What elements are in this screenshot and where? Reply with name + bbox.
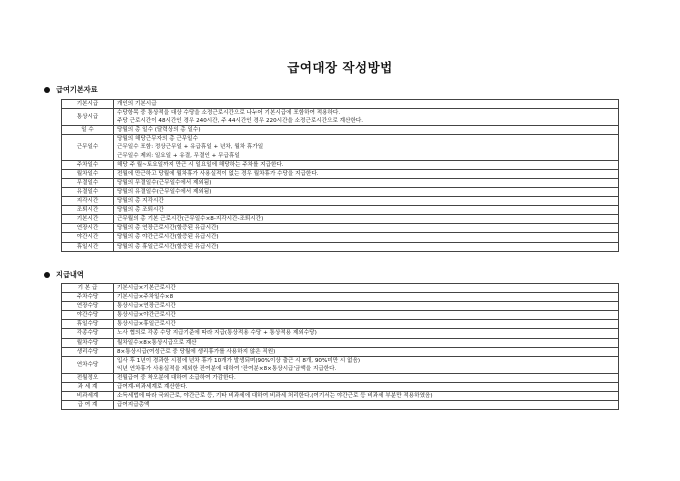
description-line: 8×통상시급(여성근로 중 당월에 생리휴가를 사용하지 않은 직원): [117, 348, 276, 355]
row-label: 통상시급: [62, 109, 114, 126]
row-label: 야간수당: [62, 311, 114, 320]
row-description: [114, 373, 619, 382]
table-row: [62, 224, 619, 233]
table-row: [62, 329, 619, 338]
row-description: [114, 392, 619, 401]
row-label: 연장수당: [62, 302, 114, 311]
row-label: 무결일수: [62, 178, 114, 187]
row-label: 주차수당: [62, 293, 114, 302]
table-row: [62, 135, 619, 160]
row-description: [114, 320, 619, 329]
row-label: 야간시간: [62, 233, 114, 242]
row-description: [114, 197, 619, 206]
table-row: [62, 383, 619, 392]
description-line: 당월의 총 조퇴시간: [117, 207, 164, 214]
row-description: [114, 135, 619, 160]
description-line: 당월의 유결일수(근무일수에서 제외됨): [117, 188, 212, 195]
description-line: 노사 협의로 각종 수당 지급기준에 따라 지급(통상적용 수당 + 통상적용 제외수당): [117, 330, 317, 337]
description-line: 당월의 해당근무자의 총 근무일수: [117, 136, 198, 143]
row-description: [114, 178, 619, 187]
row-label: 근무일수: [62, 135, 114, 160]
table-row: [62, 401, 619, 410]
row-description: [114, 284, 619, 293]
row-label: 일 수: [62, 126, 114, 135]
row-label: 월차일수: [62, 169, 114, 178]
row-label: 각종수당: [62, 329, 114, 338]
table-row: [62, 284, 619, 293]
description-line: 당월의 무결일수(근무일수에서 제외됨): [117, 179, 212, 186]
row-description: [114, 160, 619, 169]
description-line: 급여지급총액: [117, 402, 150, 409]
table-row: [62, 347, 619, 356]
bullet-icon: [44, 87, 50, 93]
description-line: 기본시급×기본근로시간: [117, 285, 176, 291]
table-row: [62, 392, 619, 401]
row-description: [114, 169, 619, 178]
row-label: 기 본 급: [62, 284, 114, 293]
table-row: [62, 293, 619, 302]
row-label: 기본시급: [62, 100, 114, 109]
description-line: 당월의 총 야간근로시간(할증된 유급시간): [117, 234, 219, 241]
description-line: 해당 주 월~토요일까지 만근 시 일요일에 해당하는 주차를 지급한다.: [117, 161, 284, 168]
row-description: [114, 401, 619, 410]
table-row: [62, 302, 619, 311]
description-line: 당월의 총 일수 (달력상의 총 일수): [117, 127, 201, 134]
row-description: [114, 329, 619, 338]
table-row: [62, 206, 619, 215]
description-line: 월차일수×8×통상시급으로 계산: [117, 339, 197, 346]
table-row: [62, 242, 619, 251]
table-row: [62, 178, 619, 187]
description-line: 근무월의 총 기본 근로시간(근무일수×8-지각시간-조퇴시간): [117, 216, 264, 223]
description-line: 당월의 총 휴일근로시간(할증된 유급시간): [117, 243, 219, 250]
row-label: 조퇴시간: [62, 206, 114, 215]
row-label: 비과세계: [62, 392, 114, 401]
description-line: 통상시급×휴일근로시간: [117, 321, 176, 328]
row-description: [114, 302, 619, 311]
description-line: 당월의 총 연장근로시간(할증된 유급시간): [117, 225, 219, 232]
row-description: [114, 215, 619, 224]
row-label: 연장시간: [62, 224, 114, 233]
row-description: [114, 347, 619, 356]
description-line: 개인의 기본시급: [117, 101, 157, 107]
description-line: 수당항목 중 통상적을 대상 수당을 소정근로시간으로 나누어 기본시급에 포함하여 적용하다.: [117, 110, 341, 117]
payment-table: [61, 283, 619, 410]
row-description: [114, 109, 619, 126]
row-description: [114, 242, 619, 251]
row-label: 생리수당: [62, 347, 114, 356]
description-line: 전월급여 중 착오분에 대하여 소급하여 가감한다.: [117, 374, 236, 381]
row-description: [114, 233, 619, 242]
row-description: [114, 206, 619, 215]
description-line: 소득세법에 따라 국외근로, 야간근로 등, 기타 비과세에 대하여 비과세 처리한다.(여기서는 야간근로 등 비과세 부분만 적용하였음): [117, 393, 433, 400]
row-label: 연차수당: [62, 356, 114, 373]
row-description: [114, 356, 619, 373]
row-label: 기본시간: [62, 215, 114, 224]
row-description: [114, 224, 619, 233]
row-label: 과 세 계: [62, 383, 114, 392]
table-row: [62, 373, 619, 382]
row-description: [114, 338, 619, 347]
description-line: 통상시급×연장근로시간: [117, 303, 176, 310]
table-row: [62, 109, 619, 126]
table-row: [62, 311, 619, 320]
table-row: [62, 320, 619, 329]
section-heading-label: 지급내역: [56, 270, 84, 279]
description-line: 당월의 총 지각시간: [117, 198, 164, 205]
table-row: [62, 338, 619, 347]
row-description: [114, 100, 619, 109]
table-row: [62, 126, 619, 135]
description-line: 입사 후 1년이 경과한 시점에 년차 휴가 10개가 발생되며(90%이상 출근 시 8개, 90%미만 시 없음): [117, 357, 361, 364]
table-row: [62, 100, 619, 109]
row-label: 유결일수: [62, 187, 114, 196]
row-description: [114, 187, 619, 196]
row-description: [114, 311, 619, 320]
row-label: 지각시간: [62, 197, 114, 206]
table-row: [62, 197, 619, 206]
description-line: 근무일수 제외: 일요일 + 유결, 무결인 + 무급휴일: [117, 152, 240, 159]
row-label: 전월정오: [62, 373, 114, 382]
table-row: [62, 215, 619, 224]
table-row: [62, 233, 619, 242]
table-row: [62, 187, 619, 196]
row-label: 휴일수당: [62, 320, 114, 329]
row-description: [114, 126, 619, 135]
table-row: [62, 169, 619, 178]
section-heading-label: 급여기본자료: [56, 85, 98, 94]
row-label: 월차수당: [62, 338, 114, 347]
description-line: 통상시급×야간근로시간: [117, 312, 176, 319]
basic-data-table: [61, 99, 619, 252]
row-label: 급 여 계: [62, 401, 114, 410]
table-row: [62, 356, 619, 373]
section-heading-basic: [44, 85, 98, 95]
description-line: 급여계-비과세계로 계산한다.: [117, 384, 188, 391]
row-description: [114, 293, 619, 302]
description-line: 익년 연차휴가 사용실적을 제외한 잔여분에 대하여 '잔여분×8×통상시급'금액을 지급한다.: [117, 365, 337, 372]
description-line: 전월에 만근하고 당월에 월차휴가 사용실적이 없는 경우 월차휴가 수당을 지급한다.: [117, 170, 319, 177]
row-label: 주차일수: [62, 160, 114, 169]
table-row: [62, 160, 619, 169]
row-description: [114, 383, 619, 392]
description-line: 기본시급×주차일수×8: [117, 294, 174, 301]
row-label: 휴일시간: [62, 242, 114, 251]
page-title: 급여대장 작성방법: [287, 60, 393, 75]
description-line: 주당 근로시간이 48시간인 경우 240시간, 주 44시간인 경우 220시간을 소정근로시간으로 계산한다.: [117, 118, 364, 125]
section-heading-payment: [44, 270, 84, 280]
bullet-icon: [44, 272, 50, 278]
description-line: 근무일수 포함: 정상근무일 + 유급휴일 + 년차, 월차 휴가일: [117, 144, 264, 151]
